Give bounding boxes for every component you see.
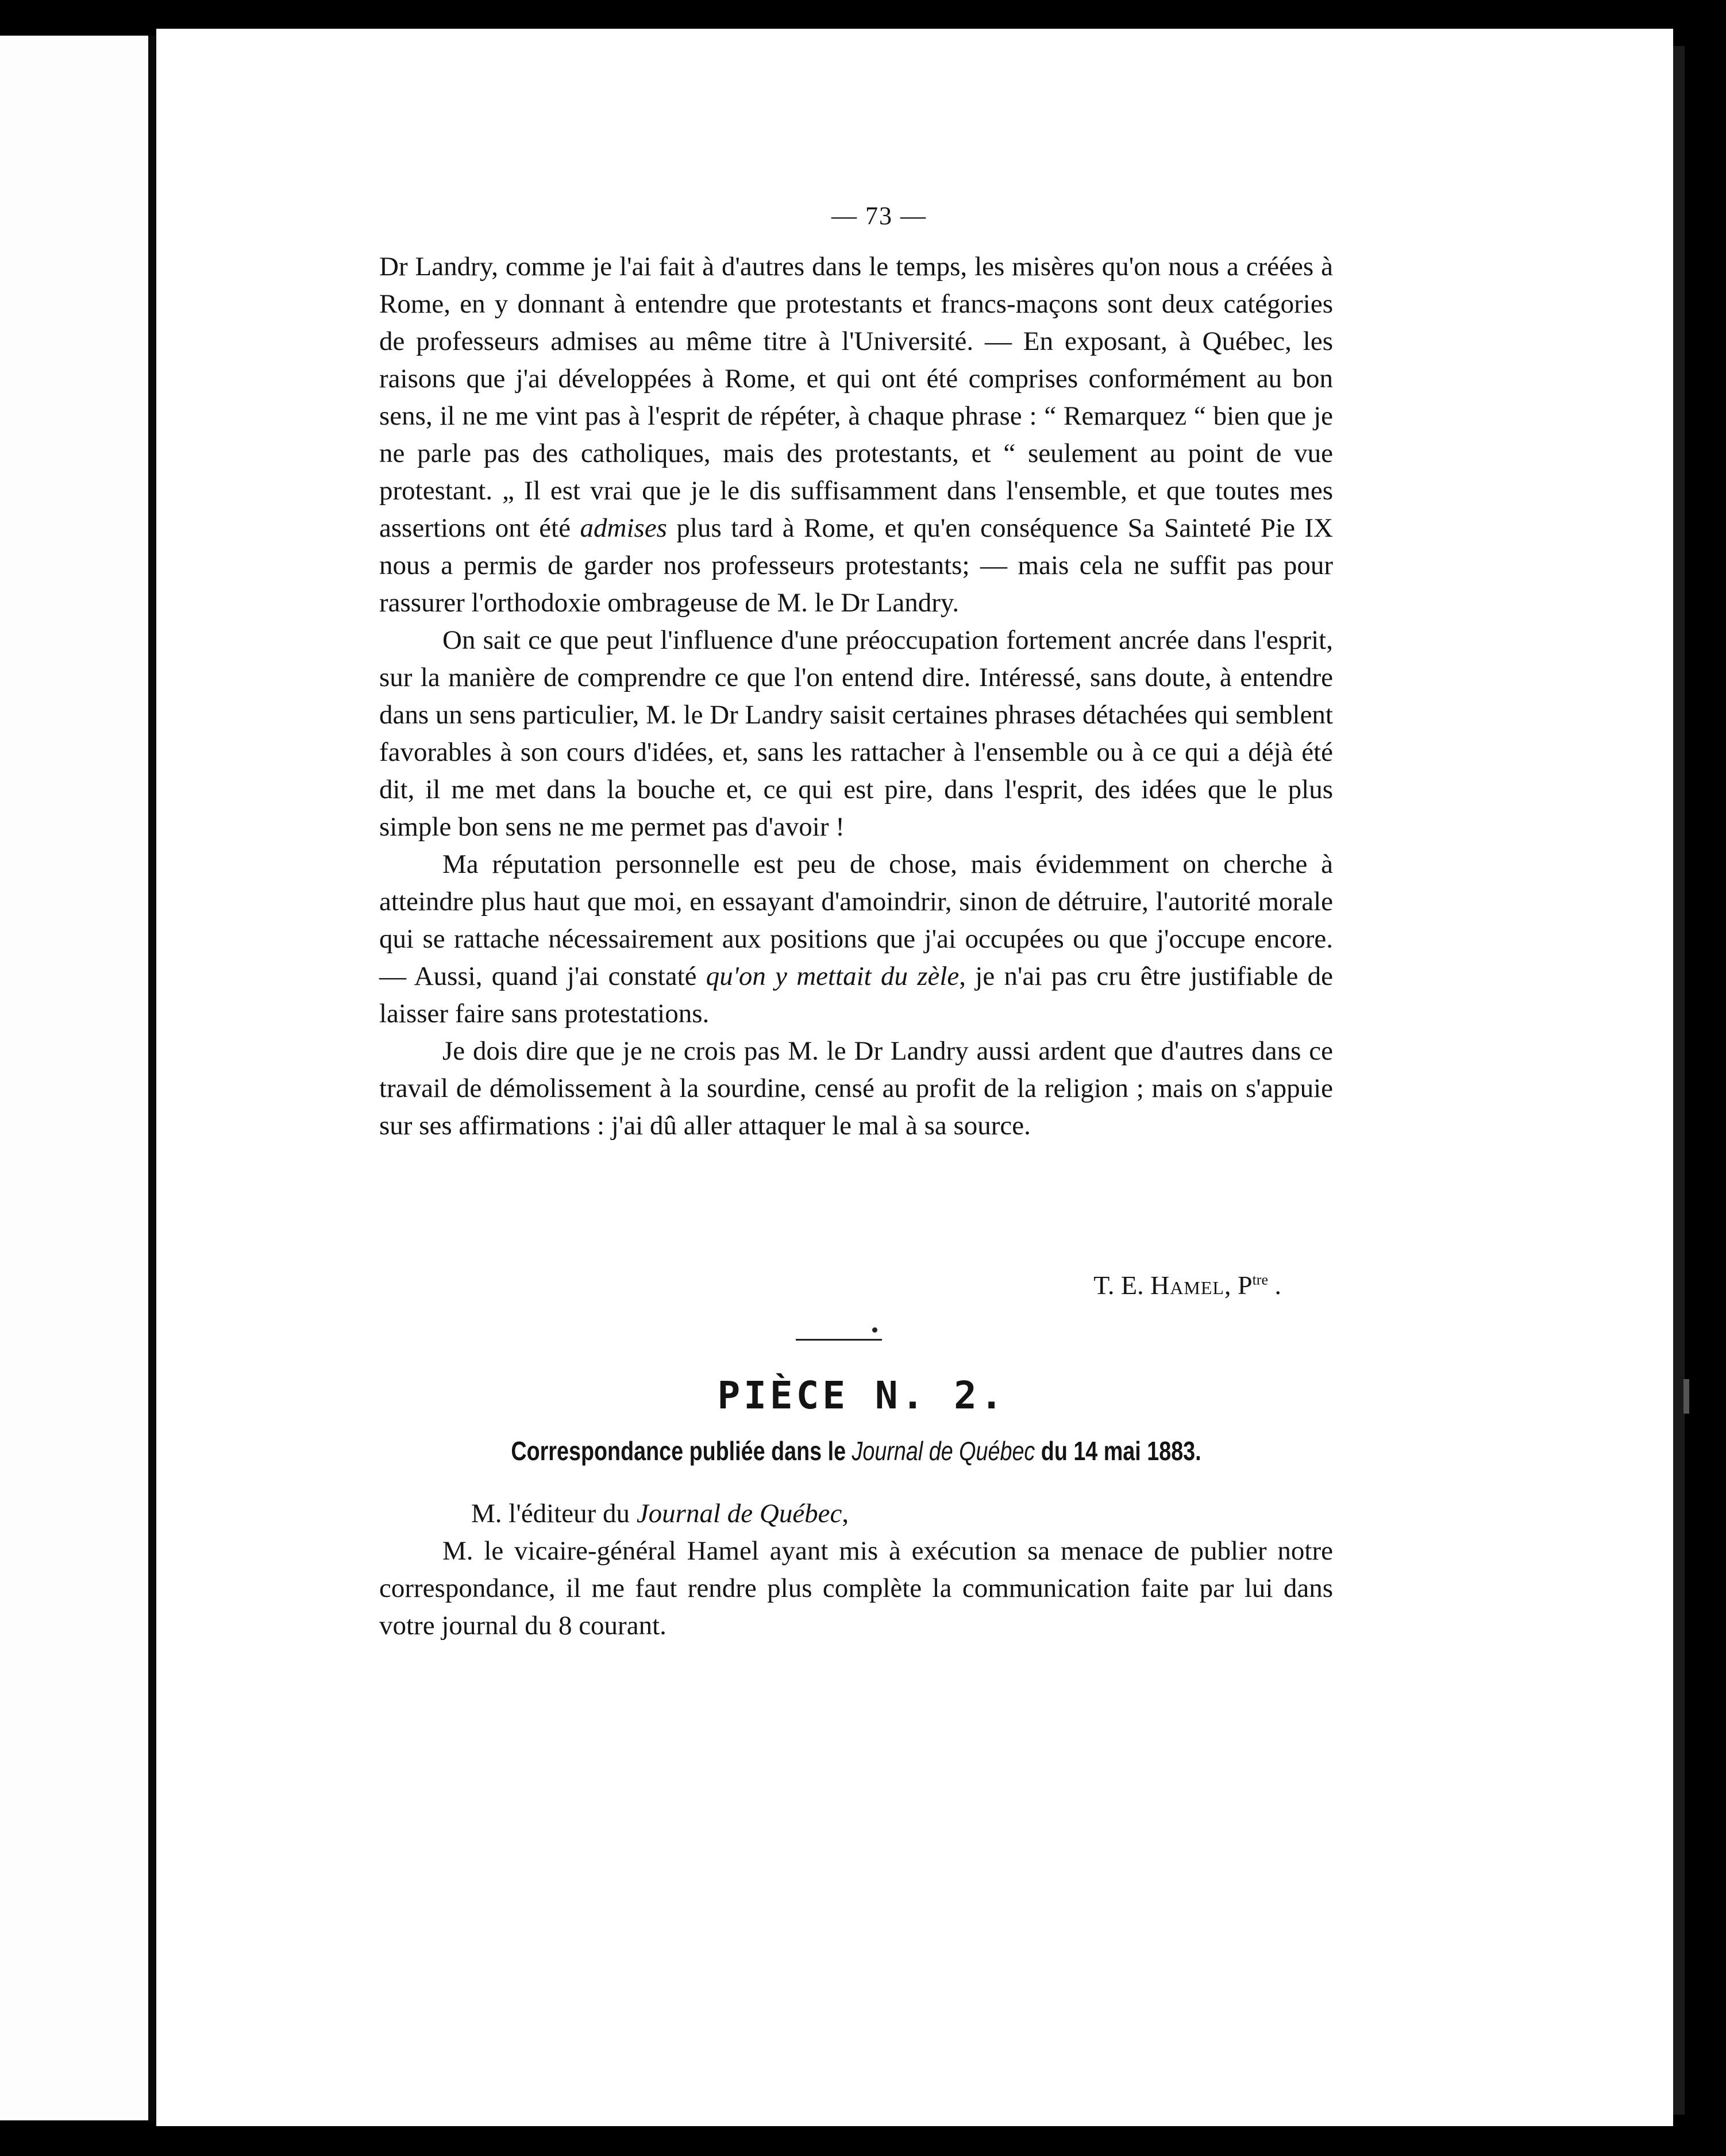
main-text bbox=[379, 248, 1333, 1145]
section-subtitle: Correspondance publiée dans le Journal de Québec du 14 mai 1883. bbox=[511, 1436, 1201, 1466]
paragraph-4: Je dois dire que je ne crois pas M. le Dr Landry aussi ardent que d'autres dans ce travail de démolissement à la sourdine, censé au profit de la religion ; mais on s'appuie sur ses affirmations : j'ai dû aller attaquer le mal à sa source. bbox=[379, 1036, 1333, 1141]
signature: T. E. Hamel, $P^{tre}$ . bbox=[1093, 1270, 1281, 1300]
letter-text bbox=[379, 1495, 1333, 1645]
page-right-edge bbox=[1673, 46, 1685, 2115]
separator-rule bbox=[796, 1339, 882, 1341]
separator-dot bbox=[872, 1327, 877, 1333]
scan-artifact bbox=[1683, 1379, 1689, 1414]
paragraph-3: Ma réputation personnelle est peu de chose, mais évidemment on cherche à atteindre plus haut que moi, en essayant d'amoindrir, sinon de détruire, l'autorité morale qui se rattache nécessairement aux positions que j'ai occupées ou que j'occupe encore. — Aussi, quand j'ai constaté qu'on y mettait du zèle, je n'ai pas cru être justifiable de laisser faire sans protestations. bbox=[379, 849, 1333, 1029]
page-number: — 73 — bbox=[831, 202, 927, 230]
paragraph-2: On sait ce que peut l'influence d'une préoccupation fortement ancrée dans l'esprit, sur la manière de comprendre ce que l'on entend dire. Intéressé, sans doute, à entendre dans un sens particulier, M. le Dr Landry saisit certaines phrases détachées qui semblent favorables à son cours d'idées, et, sans les rattacher à l'ensemble ou à ce qui a déjà été dit, il me met dans la bouche et, ce qui est pire, dans l'esprit, des idées que le plus simple bon sens ne me permet pas d'avoir ! bbox=[379, 625, 1333, 842]
page-gutter bbox=[148, 36, 156, 2120]
letter-body: M. le vicaire-général Hamel ayant mis à exécution sa menace de publier notre correspondance, il me faut rendre plus complète la communication faite par lui dans votre journal du 8 courant. bbox=[379, 1536, 1333, 1641]
previous-page-edge bbox=[0, 36, 148, 2120]
section-title: PIÈCE N. 2. bbox=[717, 1373, 1007, 1418]
letter-salutation: M. l'éditeur du Journal de Québec, bbox=[471, 1499, 849, 1529]
paragraph-1: Dr Landry, comme je l'ai fait à d'autres dans le temps, les misères qu'on nous a créées à Rome, en y donnant à entendre que protestants et francs-maçons sont deux catégories de professeurs admises au même titre à l'Université. — En exposant, à Québec, les raisons que j'ai développées à Rome, et qui ont été comprises conformément au bon sens, il ne me vint pas à l'esprit de répéter, à chaque phrase : “ Remarquez “ bien que je ne parle pas des catholiques, mais des protestants, et “ seulement au point de vue protestant. „ Il est vrai que je le dis suffisamment dans l'ensemble, et que toutes mes assertions ont été admises plus tard à Rome, et qu'en conséquence Sa Sainteté Pie IX nous a permis de garder nos professeurs protestants; — mais cela ne suffit pas pour rassurer l'orthodoxie ombrageuse de M. le Dr Landry. bbox=[379, 252, 1334, 618]
